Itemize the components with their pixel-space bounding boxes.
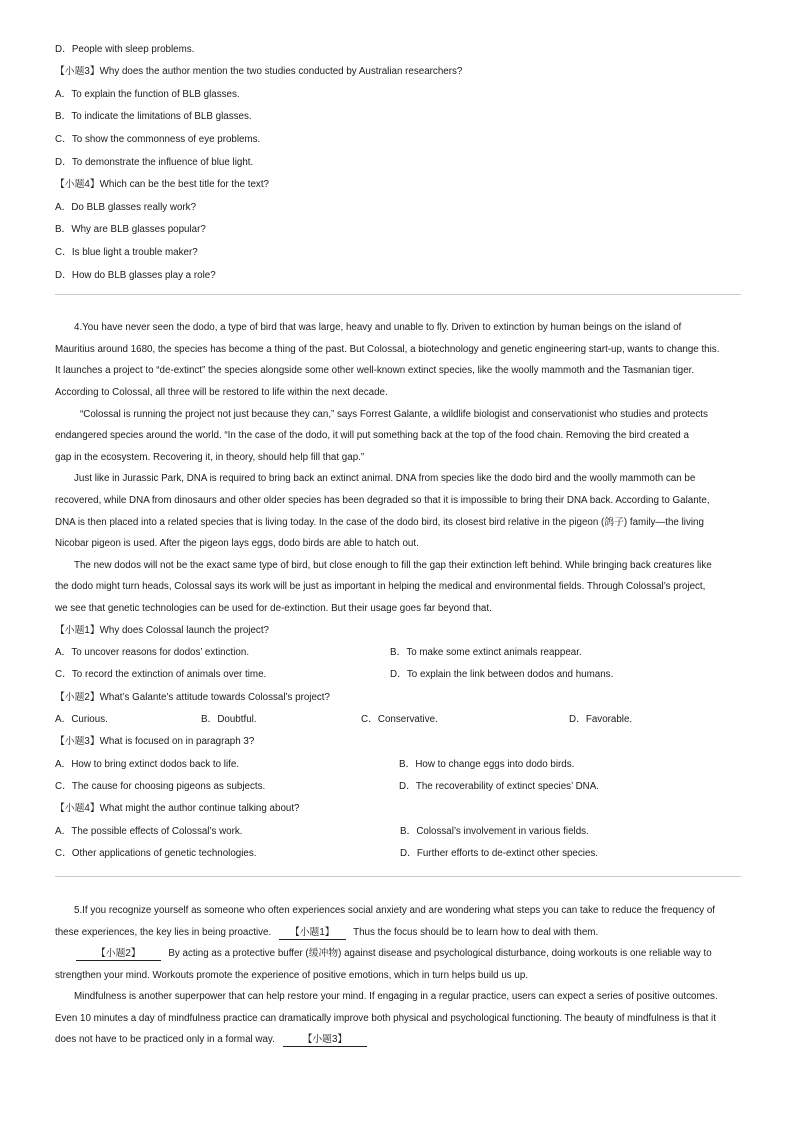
option-b: B．Doubtful.: [201, 714, 257, 726]
passage-line: Just like in Jurassic Park, DNA is required to bring back an extinct animal. DNA from species like the dodo bird and the woolly mammoth can be: [74, 473, 696, 485]
passage-line: According to Colossal, all three will be restored to life within the next decade.: [55, 386, 388, 398]
option-a: A．How to bring extinct dodos back to life.: [55, 758, 240, 770]
option-d: D．People with sleep problems.: [55, 43, 195, 55]
passage-4: [55, 317, 755, 619]
question-stem: 【小题4】Which can be the best title for the text?: [55, 179, 269, 191]
option-d: D．The recoverability of extinct species’ DNA.: [399, 780, 599, 792]
passage-line: 4.You have never seen the dodo, a type of bird that was large, heavy and unable to fly. Driven to extinction by human beings on the island of: [74, 322, 682, 334]
question-stem: 【小题3】Why does the author mention the two studies conducted by Australian researchers?: [55, 66, 463, 78]
passage-line: Mindfulness is another superpower that can help restore your mind. If engaging in a regular practice, users can expect a series of positive outcomes.: [74, 991, 718, 1003]
passage-line: [55, 943, 755, 965]
passage-line: The new dodos will not be the exact same type of bird, but close enough to fill the gap their extinction left behind. While bringing back creatures like: [74, 559, 712, 571]
option-b: B．Colossal’s involvement in various fields.: [400, 825, 589, 837]
option-row: [55, 843, 755, 865]
passage-line: It launches a project to “de-extinct” the species alongside some other well-known extinct species, like the woolly mammoth and the Tasmanian tiger.: [55, 365, 695, 377]
option-a: A．To explain the function of BLB glasses.: [55, 88, 240, 100]
option-d: D．Further efforts to de-extinct other species.: [400, 847, 599, 859]
option-c: C．The cause for choosing pigeons as subjects.: [55, 780, 266, 792]
passage-line: DNA is then placed into a related species that is living today. In the case of the dodo bird, its closest bird relative in the pigeon (鸽子) family—the living: [55, 516, 704, 528]
option-b: B．Why are BLB glasses popular?: [55, 224, 206, 236]
option-row: [55, 664, 755, 686]
section-divider: [55, 294, 741, 295]
question-stem: 【小题4】What might the author continue talking about?: [55, 803, 300, 815]
passage-line: we see that genetic technologies can be used for de-extinction. But their usage goes far beyond that.: [55, 602, 492, 614]
paragraph: [55, 468, 755, 554]
passage-line: “Colossal is running the project not just because they can,” says Forrest Galante, a wildlife biologist and conservationist who studies and protects: [80, 408, 708, 420]
option-a: A．Curious.: [55, 714, 108, 726]
paragraph: [55, 317, 755, 403]
passage-4-questions: [55, 620, 755, 865]
option-d: D．Favorable.: [569, 714, 633, 726]
option-c: C．Other applications of genetic technologies.: [55, 847, 257, 859]
option-row: [55, 754, 755, 776]
option-row: [55, 709, 755, 731]
passage-line: the dodo might turn heads, Colossal says its work will be just as important in helping the medical and environmental fields. Through Colossal’s project,: [55, 581, 706, 593]
option-c: C．To record the extinction of animals over time.: [55, 669, 267, 681]
answer-blank: 【小题2】: [76, 948, 161, 961]
line-text: these experiences, the key lies in being proactive.: [55, 926, 272, 938]
passage-line: 5.If you recognize yourself as someone who often experiences social anxiety and are wondering what steps you can take to reduce the frequency of: [74, 905, 715, 917]
answer-blank: 【小题3】: [283, 1034, 368, 1047]
option-c: C．Is blue light a trouble maker?: [55, 247, 198, 259]
option-a: A．To uncover reasons for dodos’ extinction.: [55, 647, 250, 659]
option-b: B．To indicate the limitations of BLB glasses.: [55, 111, 252, 123]
option-d: D．To demonstrate the influence of blue light.: [55, 156, 254, 168]
option-d: D．How do BLB glasses play a role?: [55, 269, 216, 281]
question-stem: 【小题2】What’s Galante’s attitude towards Colossal’s project?: [55, 691, 330, 703]
passage-line: endangered species around the world. “In the case of the dodo, it will put something back at the top of the food chain. Removing the bird created a: [55, 430, 689, 442]
passage-line: strengthen your mind. Workouts promote the experience of positive emotions, which in turn helps build us up.: [55, 969, 529, 981]
option-b: B．To make some extinct animals reappear.: [390, 647, 582, 659]
passage-line: recovered, while DNA from dinosaurs and other older species has been degraded so that it is impossible to bring their DNA back. According to Galante,: [55, 494, 710, 506]
option-c: C．To show the commonness of eye problems.: [55, 134, 261, 146]
paragraph: [55, 555, 755, 620]
question-stem: 【小题1】Why does Colossal launch the project?: [55, 624, 269, 636]
passage-line: gap in the ecosystem. Recovering it, in theory, should help fill that gap.”: [55, 451, 365, 463]
passage-line: [55, 922, 755, 944]
passage-line: Nicobar pigeon is used. After the pigeon lays eggs, dodo birds are able to hatch out.: [55, 538, 419, 550]
option-a: A．The possible effects of Colossal’s work.: [55, 825, 243, 837]
line-text: does not have to be practiced only in a formal way.: [55, 1034, 275, 1046]
previous-passage-questions: [55, 39, 755, 288]
option-c: C．Conservative.: [361, 714, 438, 726]
passage-line: Mauritius around 1680, the species has become a thing of the past. But Colossal, a biotechnology and genetic engineering start-up, wants to change this.: [55, 343, 720, 355]
option-d: D．To explain the link between dodos and humans.: [390, 669, 614, 681]
option-row: [55, 776, 755, 798]
question-stem: 【小题3】What is focused on in paragraph 3?: [55, 736, 255, 748]
answer-blank: 【小题1】: [279, 927, 346, 940]
line-text: By acting as a protective buffer (缓冲物) against disease and psychological disturbance, doing workouts is one reliable way to: [168, 948, 712, 960]
option-b: B．How to change eggs into dodo birds.: [399, 758, 575, 770]
section-divider: [55, 876, 741, 877]
option-row: [55, 821, 755, 843]
line-text: Thus the focus should be to learn how to deal with them.: [353, 926, 599, 938]
option-row: [55, 642, 755, 664]
passage-line: Even 10 minutes a day of mindfulness practice can dramatically improve both physical and psychological functioning. The beauty of mindfulness is that it: [55, 1012, 716, 1024]
passage-5: [55, 900, 755, 1051]
option-a: A．Do BLB glasses really work?: [55, 201, 197, 213]
paragraph: [55, 404, 755, 469]
passage-line: [55, 1029, 755, 1051]
